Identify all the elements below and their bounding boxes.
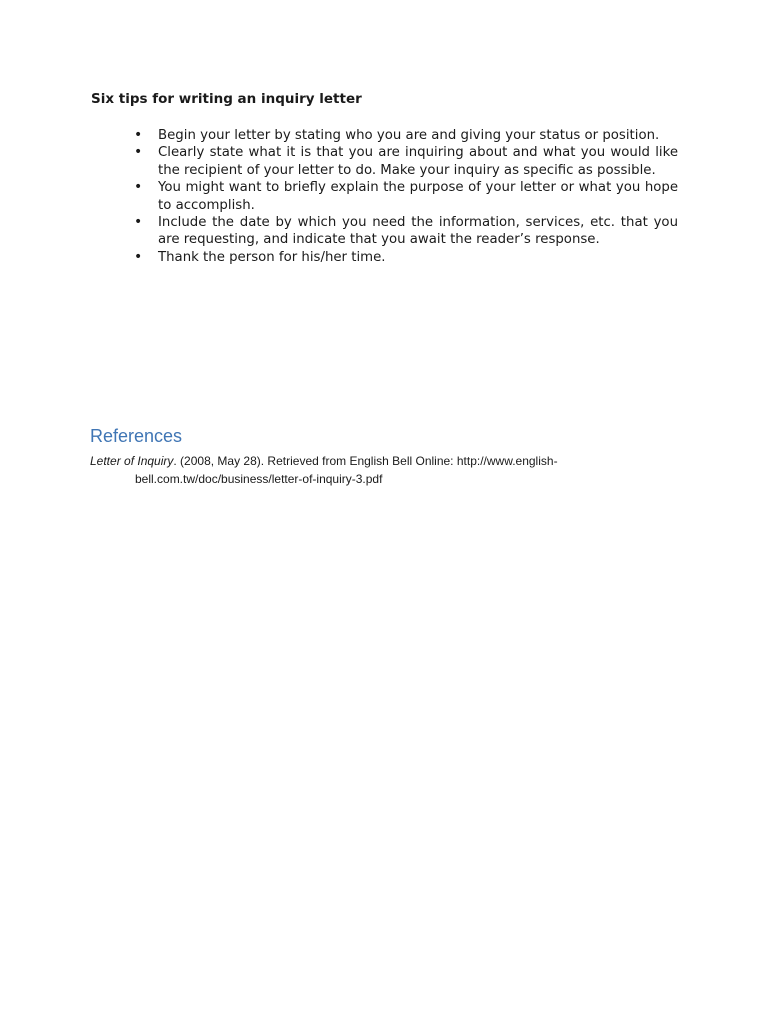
bullet-icon: • (134, 248, 143, 265)
bullet-icon: • (134, 144, 143, 161)
reference-title: Letter of Inquiry (90, 454, 174, 468)
tip-text: You might want to briefly explain the purpose of your letter or what you hope to accomplish. (158, 180, 678, 213)
bullet-icon: • (134, 179, 143, 196)
bullet-icon: • (134, 127, 143, 143)
tip-text: Begin your letter by stating who you are and giving your status or position. (158, 128, 660, 143)
tip-text: Include the date by which you need the information, services, etc. that you are requesting, and indicate that you await the reader’s response. (158, 215, 678, 248)
bullet-icon: • (134, 214, 143, 231)
tip-item (0, 179, 768, 214)
tip-text: Clearly state what it is that you are inquiring about and what you would like the recipient of your letter to do. Make your inquiry as specific as possible. (158, 145, 678, 178)
reference-line-1 (90, 452, 610, 470)
tips-list (0, 127, 768, 266)
reference-url-continuation: bell.com.tw/doc/business/letter-of-inquiry-3.pdf (135, 472, 383, 486)
tips-heading: Six tips for writing an inquiry letter (91, 91, 362, 107)
tip-item (0, 144, 768, 179)
reference-entry (90, 452, 610, 488)
tip-text: Thank the person for his/her time. (158, 249, 386, 265)
reference-details: . (2008, May 28). Retrieved from English Bell Online: http://www.english- (173, 454, 558, 468)
tip-item (0, 127, 768, 144)
references-heading: References (90, 426, 183, 446)
tip-item (0, 214, 768, 249)
tip-item (0, 249, 768, 266)
